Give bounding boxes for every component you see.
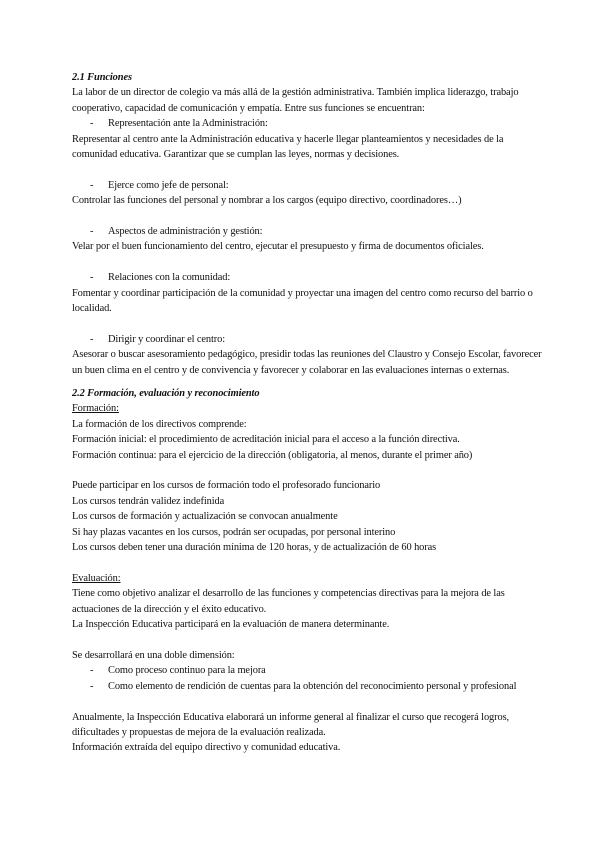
function-title: Relaciones con la comunidad:: [108, 272, 231, 284]
evaluacion-line: Tiene como objetivo analizar el desarrollo de las funciones y competencias directivas para la mejora de las actuaciones de la dirección y el éxito educativo.: [72, 588, 505, 615]
function-item-4: [72, 270, 542, 316]
function-description: Velar por el buen funcionamiento del centro, ejecutar el presupuesto y firma de documentos oficiales.: [72, 241, 484, 253]
function-item-2: [72, 178, 542, 209]
bullet-dash: -: [90, 680, 94, 692]
function-item-1: [72, 116, 542, 162]
bullet-dash: -: [90, 118, 94, 130]
formacion-detail-line: Los cursos deben tener una duración mínima de 120 horas, y de actualización de 60 horas: [72, 542, 437, 554]
formacion-detail-line: Los cursos tendrán validez indefinida: [72, 495, 225, 507]
function-description: Asesorar o buscar asesoramiento pedagógico, presidir todas las reuniones del Claustro y Consejo Escolar, favorecer un buen clima en el centro y de convivencia y favorecer y colaborar en las evaluaciones internas o externas.: [72, 349, 542, 376]
formacion-line: Formación inicial: el procedimiento de acreditación inicial para el acceso a la función directiva.: [72, 434, 460, 446]
evaluacion-subheading: Evaluación:: [72, 572, 121, 584]
function-title: Aspectos de administración y gestión:: [108, 226, 263, 238]
dimension-item: - Como elemento de rendición de cuentas para la obtención del reconocimiento personal y profesional: [72, 679, 542, 694]
function-description: Representar al centro ante la Administración educativa y hacerle llegar planteamientos y necesidades de la comunidad educativa. Garantizar que se cumplan las leyes, normas y decisiones.: [72, 133, 504, 161]
section-2-heading: 2.2 Formación, evaluación y reconocimiento: [72, 388, 260, 400]
bullet-dash: -: [90, 226, 94, 238]
document-body: [72, 70, 542, 756]
function-title: Ejerce como jefe de personal:: [108, 179, 229, 191]
closing-paragraph: Anualmente, la Inspección Educativa elaborará un informe general al finalizar el curso que recogerá logros, dificultades y propuestas de mejora de la evaluación realizada.: [72, 711, 510, 738]
formacion-detail-line: Puede participar en los cursos de formación todo el profesorado funcionario: [72, 480, 381, 492]
dimension-item: - Como proceso continuo para la mejora: [72, 663, 542, 678]
function-description: Controlar las funciones del personal y nombrar a los cargos (equipo directivo, coordinadores…): [72, 195, 462, 207]
section-1-intro: La labor de un director de colegio va más allá de la gestión administrativa. También implica liderazgo, trabajo cooperativo, capacidad de comunicación y empatía. Entre sus funciones se encuentran:: [72, 87, 519, 114]
function-item-3: [72, 224, 542, 255]
bullet-dash: -: [90, 333, 94, 345]
formacion-detail-line: Los cursos de formación y actualización se convocan anualmente: [72, 511, 338, 523]
bullet-dash: -: [90, 179, 94, 191]
bullet-dash: -: [90, 665, 94, 677]
function-description: Fomentar y coordinar participación de la comunidad y proyectar una imagen del centro como recurso del barrio o localidad.: [72, 287, 533, 315]
function-title: Representación ante la Administración:: [108, 118, 268, 130]
bullet-dash: -: [90, 272, 94, 284]
evaluacion-line: La Inspección Educativa participará en la evaluación de manera determinante.: [72, 619, 390, 631]
formacion-line: La formación de los directivos comprende:: [72, 418, 247, 430]
formacion-line: Formación continua: para el ejercicio de la dirección (obligatoria, al menos, durante el primer año): [72, 449, 473, 461]
function-item-5: [72, 332, 542, 378]
function-title: Dirigir y coordinar el centro:: [108, 333, 226, 345]
formacion-subheading: Formación:: [72, 403, 119, 415]
formacion-detail-line: Si hay plazas vacantes en los cursos, podrán ser ocupadas, por personal interino: [72, 526, 396, 538]
closing-source-note: Información extraída del equipo directivo y comunidad educativa.: [72, 742, 341, 754]
section-1-heading: 2.1 Funciones: [72, 72, 132, 83]
dimension-intro: Se desarrollará en una doble dimensión:: [72, 649, 235, 661]
